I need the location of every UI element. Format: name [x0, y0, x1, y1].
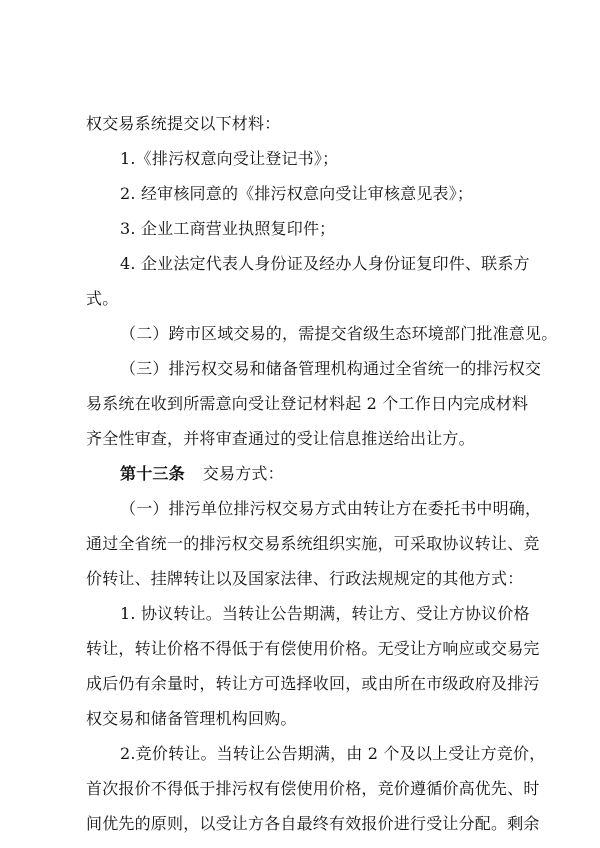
list-item: 3. 企业工商营业执照复印件； — [120, 219, 336, 238]
text-line: 齐全性审查，并将审查通过的受让信息推送给出让方。 — [86, 429, 475, 448]
text-line: 权交易和储备管理机构回购。 — [86, 709, 297, 728]
paragraph-line: （三）排污权交易和储备管理机构通过全省统一的排污权交 — [120, 359, 542, 378]
article-heading-line — [120, 464, 560, 484]
text-line: 易系统在收到所需意向受让登记材料起 2 个工作日内完成材料 — [86, 394, 529, 413]
text-line: 通过全省统一的排污权交易系统组织实施，可采取协议转让、竞 — [86, 534, 540, 553]
list-item: 1. 协议转让。当转让公告期满，转让方、受让方协议价格 — [120, 604, 530, 623]
text-line: 价转让、挂牌转让以及国家法律、行政法规规定的其他方式： — [86, 569, 524, 588]
paragraph-line: （二）跨市区域交易的，需提交省级生态环境部门批准意见。 — [120, 324, 558, 343]
list-item: 2.竞价转让。当转让公告期满，由 2 个及以上受让方竞价， — [120, 744, 546, 763]
text-line: 权交易系统提交以下材料： — [86, 114, 281, 133]
text-line: 首次报价不得低于排污权有偿使用价格，竞价遵循价高优先、时 — [86, 779, 540, 798]
article-title: 交易方式： — [202, 464, 284, 483]
list-item: 2. 经审核同意的《排污权意向受让审核意见表》； — [120, 184, 474, 203]
paragraph-line: （一）排污单位排污权交易方式由转让方在委托书中明确， — [120, 499, 542, 518]
list-item: 4. 企业法定代表人身份证及经办人身份证复印件、联系方 — [120, 254, 530, 273]
text-line: 间优先的原则，以受让方各自最终有效报价进行受让分配。剩余 — [86, 814, 540, 833]
list-item: 1.《排污权意向受让登记书》； — [120, 149, 339, 168]
text-line: 式。 — [86, 289, 119, 308]
text-line: 成后仍有余量时，转让方可选择收回，或由所在市级政府及排污 — [86, 674, 540, 693]
text-line: 转让，转让价格不得低于有偿使用价格。无受让方响应或交易完 — [86, 639, 540, 658]
article-number: 第十三条 — [120, 464, 185, 483]
